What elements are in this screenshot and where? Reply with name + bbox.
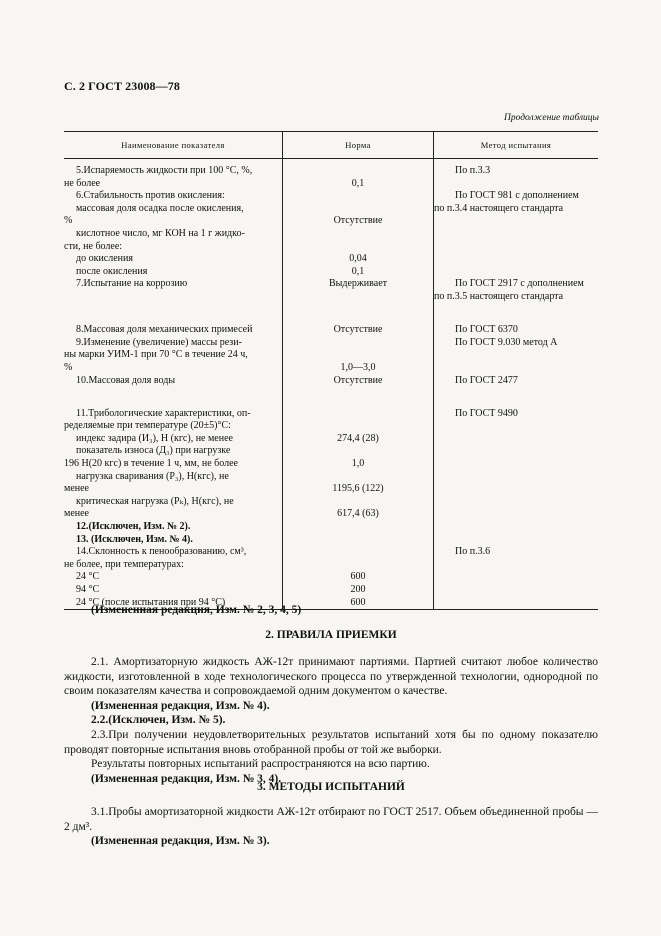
cell-line: [437, 362, 598, 375]
cell-line: нагрузка сваривания (Р₃), Н(кгс), не: [76, 470, 229, 482]
cell-line: [283, 387, 433, 400]
paragraph-2-1: 2.1. Амортизаторную жидкость АЖ-12т принимают партиями. Партией считают любое количество жидкости, изготовленной в ходе технологического процесса по утвержденной технологии, однородной по своим показателям качества и сопровождаемой одним документом о качестве.: [64, 656, 598, 698]
cell-line: Выдерживает: [328, 278, 387, 290]
cell-line: 24 °С (после испытания при 94 °С): [76, 596, 226, 608]
cell-method: [434, 534, 599, 547]
cell-method: [434, 521, 599, 534]
cell-method: [434, 375, 599, 400]
cell-line: 600: [350, 596, 366, 608]
cell-line: Отсутствие: [333, 374, 383, 386]
cell-line: 1195,6 (122): [332, 483, 384, 495]
table-row: [64, 316, 598, 337]
cell-line: критическая нагрузка (Рₖ), Н(кгс), не: [76, 495, 234, 507]
cell-line: массовая доля осадка после окисления,: [76, 202, 244, 214]
cell-line: 600: [350, 571, 366, 583]
cell-line: По ГОСТ 9.030 метод А: [455, 336, 558, 348]
cell-line: [64, 291, 282, 304]
cell-line: [64, 304, 282, 317]
column-header-norm: Норма: [283, 132, 434, 159]
cell-line: сти, не более:: [64, 240, 123, 252]
cell-line: [437, 420, 598, 433]
cell-line: 6.Стабильность против окисления:: [76, 190, 225, 202]
column-header-method: Метод испытания: [434, 132, 599, 159]
cell-line: [283, 521, 433, 534]
section-3-title: 3. МЕТОДЫ ИСПЫТАНИЙ: [257, 781, 405, 793]
cell-line: [437, 471, 598, 484]
cell-line: 11.Трибологические характеристики, оп-: [76, 407, 251, 419]
edition-note: (Измененная редакция, Изм. № 2, 3, 4, 5): [91, 604, 302, 616]
cell-line: менее: [64, 483, 89, 495]
cell-line: [64, 387, 282, 400]
table-row: [64, 278, 598, 316]
cell-method: [434, 546, 599, 609]
cell-line: [437, 387, 598, 400]
cell-line: %: [64, 361, 73, 373]
cell-line: [437, 178, 598, 191]
column-header-name: Наименование показателя: [64, 132, 283, 159]
cell-line: до окисления: [76, 253, 133, 265]
section-3-body: [64, 805, 598, 849]
cell-line: 7.Испытание на коррозию: [76, 278, 188, 290]
cell-norm: [283, 534, 434, 547]
cell-line: По п.3.6: [455, 546, 491, 558]
cell-line: индекс задира (И₃), Н (кгс), не менее: [76, 432, 233, 444]
cell-line: [437, 534, 598, 547]
cell-line: показатель износа (Д₃) при нагрузке: [76, 445, 231, 457]
spec-table: [64, 131, 598, 610]
cell-line: [437, 597, 598, 610]
cell-line: Отсутствие: [333, 215, 383, 227]
cell-line: [437, 266, 598, 279]
cell-line: [437, 521, 598, 534]
cell-name: [64, 400, 283, 521]
cell-line: По ГОСТ 2477: [455, 374, 518, 386]
cell-line: 12.(Исключен, Изм. № 2).: [76, 521, 191, 533]
cell-line: [437, 559, 598, 572]
cell-method: [434, 159, 599, 191]
cell-method: [434, 316, 599, 337]
cell-line: По ГОСТ 9490: [455, 407, 518, 419]
cell-line: [283, 241, 433, 254]
cell-line: 200: [350, 584, 366, 595]
cell-name: [64, 521, 283, 534]
cell-line: [437, 304, 598, 317]
cell-line: Отсутствие: [333, 324, 383, 336]
cell-line: [283, 228, 433, 241]
cell-line: ределяемые при температуре (20±5)°С:: [64, 420, 231, 432]
cell-line: ны марки УИМ-1 при 70 °С в течение 24 ч,: [64, 349, 248, 361]
cell-line: [437, 349, 598, 362]
edition-3-1: (Измененная редакция, Изм. № 3).: [91, 835, 270, 848]
cell-norm: [283, 521, 434, 534]
cell-line: [437, 433, 598, 446]
cell-line: 14.Склонность к пенообразованию, см³,: [76, 546, 247, 558]
cell-norm: [283, 316, 434, 337]
cell-line: 617,4 (63): [337, 508, 379, 520]
cell-line: по п.3.4 настоящего стандарта: [434, 202, 564, 214]
cell-line: [283, 408, 433, 421]
cell-name: [64, 190, 283, 278]
cell-line: 10.Массовая доля воды: [76, 374, 176, 386]
cell-line: [437, 483, 598, 496]
cell-line: [283, 420, 433, 433]
cell-line: 13. (Исключен, Изм. № 4).: [76, 533, 193, 545]
cell-line: По п.3.3: [455, 165, 491, 176]
table-row: [64, 337, 598, 375]
cell-name: [64, 375, 283, 400]
table-header-row: [64, 132, 598, 159]
cell-line: [283, 304, 433, 317]
cell-norm: [283, 159, 434, 191]
section-2-title: 2. ПРАВИЛА ПРИЕМКИ: [265, 629, 397, 641]
cell-line: [437, 458, 598, 471]
cell-line: 1,0—3,0: [340, 361, 376, 373]
cell-line: [437, 445, 598, 458]
cell-name: [64, 159, 283, 191]
cell-norm: [283, 190, 434, 278]
cell-line: [437, 571, 598, 584]
cell-norm: [283, 375, 434, 400]
cell-line: По ГОСТ 6370: [455, 324, 518, 336]
cell-method: [434, 278, 599, 316]
cell-line: [283, 534, 433, 547]
table-continuation-label: Продолжение таблицы: [503, 113, 599, 123]
cell-line: [283, 559, 433, 572]
cell-line: [437, 496, 598, 509]
cell-line: По ГОСТ 981 с дополнением: [455, 190, 579, 202]
cell-line: не более, при температурах:: [64, 558, 184, 570]
cell-line: менее: [64, 508, 89, 520]
cell-line: после окисления: [76, 265, 148, 277]
cell-line: %: [64, 215, 73, 227]
cell-line: [283, 165, 433, 178]
cell-line: По ГОСТ 2917 с дополнением: [455, 278, 584, 290]
cell-line: [283, 349, 433, 362]
cell-line: [283, 291, 433, 304]
cell-line: 196 Н(20 кгс) в течение 1 ч, мм, не более: [64, 458, 238, 470]
paragraph-2-2: 2.2.(Исключен, Изм. № 5).: [91, 714, 226, 727]
cell-line: [283, 203, 433, 216]
cell-method: [434, 337, 599, 375]
cell-line: 0,04: [349, 253, 367, 265]
paragraph-3-1: 3.1.Пробы амортизаторной жидкости АЖ-12т отбирают по ГОСТ 2517. Объем объединенной пробы — 2 дм³.: [64, 806, 598, 833]
cell-line: 1,0: [351, 458, 365, 470]
section-2-body: [64, 655, 598, 786]
table-row: [64, 400, 598, 521]
cell-line: [437, 508, 598, 521]
cell-name: [64, 316, 283, 337]
cell-line: 0,1: [351, 177, 365, 189]
cell-name: [64, 278, 283, 316]
cell-norm: [283, 337, 434, 375]
cell-line: [283, 445, 433, 458]
cell-line: [283, 190, 433, 203]
cell-name: [64, 337, 283, 375]
cell-line: кислотное число, мг КОН на 1 г жидко-: [76, 227, 245, 239]
paragraph-2-3-result: Результаты повторных испытаний распространяются на всю партию.: [91, 758, 430, 771]
cell-line: 94 °С: [76, 584, 100, 595]
cell-line: [283, 471, 433, 484]
cell-line: 8.Массовая доля механических примесей: [76, 324, 253, 336]
cell-line: [437, 584, 598, 597]
cell-line: [283, 337, 433, 350]
cell-method: [434, 190, 599, 278]
table-row: [64, 190, 598, 278]
cell-line: [437, 241, 598, 254]
table-row: [64, 521, 598, 534]
table-row: [64, 375, 598, 400]
cell-name: [64, 534, 283, 547]
table-row: [64, 159, 598, 191]
page-header: С. 2 ГОСТ 23008—78: [64, 79, 180, 93]
cell-line: 9.Изменение (увеличение) массы рези-: [76, 336, 242, 348]
cell-line: [437, 228, 598, 241]
cell-line: [283, 496, 433, 509]
table-row: [64, 546, 598, 609]
cell-line: 24 °С: [76, 571, 100, 583]
cell-line: [437, 253, 598, 266]
cell-norm: [283, 546, 434, 609]
cell-norm: [283, 400, 434, 521]
cell-norm: [283, 278, 434, 316]
edition-2-1: (Измененная редакция, Изм. № 4).: [91, 699, 270, 712]
cell-line: 5.Испаряемость жидкости при 100 °С, %,: [76, 165, 253, 176]
cell-line: не более: [64, 177, 101, 189]
cell-line: 274,4 (28): [337, 432, 379, 444]
table-row: [64, 534, 598, 547]
cell-line: 0,1: [351, 265, 365, 277]
cell-line: [437, 215, 598, 228]
cell-line: по п.3.5 настоящего стандарта: [434, 290, 564, 302]
cell-name: [64, 546, 283, 609]
cell-line: [283, 546, 433, 559]
edition-2-3: (Измененная редакция, Изм. № 3, 4).: [91, 772, 282, 785]
cell-method: [434, 400, 599, 521]
paragraph-2-3: 2.3.При получении неудовлетворительных результатов испытаний хотя бы по одному показателю проводят повторные испытания вновь отобранной пробы от той же выборки.: [64, 728, 598, 756]
